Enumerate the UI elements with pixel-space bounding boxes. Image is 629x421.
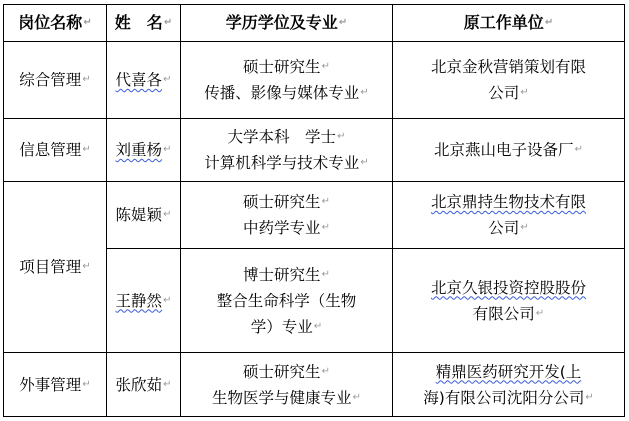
cell-education: 硕士研究生↵ 传播、影像与媒体专业↵ — [181, 42, 393, 119]
header-employer: 原工作单位↵ — [393, 5, 625, 42]
cell-name: 刘重杨↵ — [107, 119, 181, 182]
table-header-row — [4, 5, 625, 42]
cell-position: 综合管理↵ — [4, 42, 107, 119]
cell-position: 外事管理↵ — [4, 353, 107, 417]
cell-education: 硕士研究生↵ 生物医学与健康专业↵ — [181, 353, 393, 417]
cell-position: 信息管理↵ — [4, 119, 107, 182]
cell-education: 大学本科 学士↵ 计算机科学与技术专业↵ — [181, 119, 393, 182]
cell-employer: 北京鼎持生物技术有限 公司↵ — [393, 182, 625, 249]
table-row — [4, 353, 625, 417]
cell-education: 硕士研究生↵ 中药学专业↵ — [181, 182, 393, 249]
cell-name: 张欣茹↵ — [107, 353, 181, 417]
table-row — [4, 119, 625, 182]
cell-name: 陈媞颖↵ — [107, 182, 181, 249]
table-row — [4, 182, 625, 249]
cell-employer: 北京燕山电子设备厂↵ — [393, 119, 625, 182]
header-position: 岗位名称↵ — [4, 5, 107, 42]
table-row — [4, 42, 625, 119]
cell-employer: 北京久银投资控股股份 有限公司↵ — [393, 249, 625, 353]
cell-employer: 北京金秋营销策划有限 公司↵ — [393, 42, 625, 119]
cell-position: 项目管理↵ — [4, 182, 107, 353]
cell-education: 博士研究生↵ 整合生命科学（生物 学）专业↵ — [181, 249, 393, 353]
cell-employer: 精鼎医药研究开发(上 海)有限公司沈阳分公司↵ — [393, 353, 625, 417]
header-name: 姓 名↵ — [107, 5, 181, 42]
header-education: 学历学位及专业↵ — [181, 5, 393, 42]
staff-table — [3, 4, 625, 417]
cell-name: 代喜各↵ — [107, 42, 181, 119]
cell-name: 王静然↵ — [107, 249, 181, 353]
